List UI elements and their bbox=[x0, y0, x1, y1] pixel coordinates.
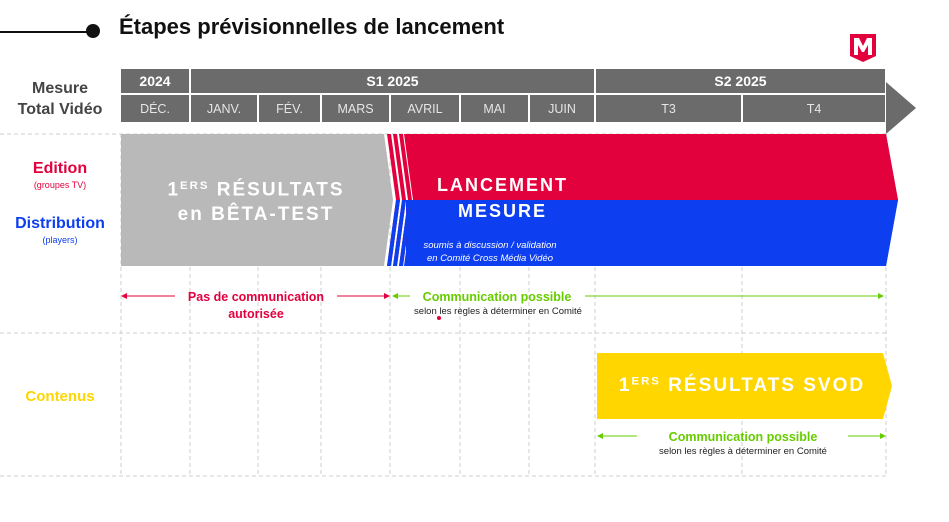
month-mars: MARS bbox=[322, 95, 389, 122]
month-mai: MAI bbox=[461, 95, 528, 122]
period-s1-2025: S1 2025 bbox=[191, 69, 594, 93]
period-2024: 2024 bbox=[121, 69, 189, 93]
launch-note-line1: soumis à discussion / validation bbox=[423, 240, 557, 251]
launch-note-line2: en Comité Cross Média Vidéo bbox=[426, 253, 554, 264]
month-janv: JANV. bbox=[191, 95, 257, 122]
month-dec: DÉC. bbox=[121, 95, 189, 122]
no-comm-line2: autorisée bbox=[228, 307, 284, 321]
quarter-t4: T4 bbox=[743, 95, 885, 122]
contenus-label: Contenus bbox=[25, 388, 95, 405]
month-juin: JUIN bbox=[530, 95, 594, 122]
launch-line2: MESURE bbox=[457, 201, 547, 221]
comm-possible-measure: Communication possible bbox=[422, 290, 572, 304]
quarter-t3: T3 bbox=[596, 95, 741, 122]
edition-sublabel: (groupes TV) bbox=[33, 180, 87, 190]
distribution-sublabel: (players) bbox=[42, 235, 78, 245]
measure-label-line1: Mesure bbox=[31, 80, 89, 97]
comm-rules-measure: selon les règles à déterminer en Comité bbox=[414, 306, 582, 317]
measure-label-line2: Total Vidéo bbox=[17, 101, 103, 118]
comm-rules-svod: selon les règles à déterminer en Comité bbox=[659, 446, 827, 457]
no-comm-line1: Pas de communication bbox=[187, 290, 325, 304]
month-fev: FÉV. bbox=[259, 95, 320, 122]
beta-test-line2: en BÊTA-TEST bbox=[177, 204, 335, 226]
launch-line1: LANCEMENT bbox=[437, 175, 568, 195]
beta-test-line1: 1ERS RÉSULTATS bbox=[167, 179, 345, 201]
svod-text: 1ERS RÉSULTATS SVOD bbox=[618, 375, 866, 396]
period-s2-2025: S2 2025 bbox=[596, 69, 885, 93]
page-title: Étapes prévisionnelles de lancement bbox=[119, 14, 505, 39]
comm-possible-svod: Communication possible bbox=[668, 430, 818, 444]
month-avril: AVRIL bbox=[391, 95, 459, 122]
edition-label: Edition bbox=[32, 160, 88, 177]
distribution-label: Distribution bbox=[15, 215, 105, 232]
